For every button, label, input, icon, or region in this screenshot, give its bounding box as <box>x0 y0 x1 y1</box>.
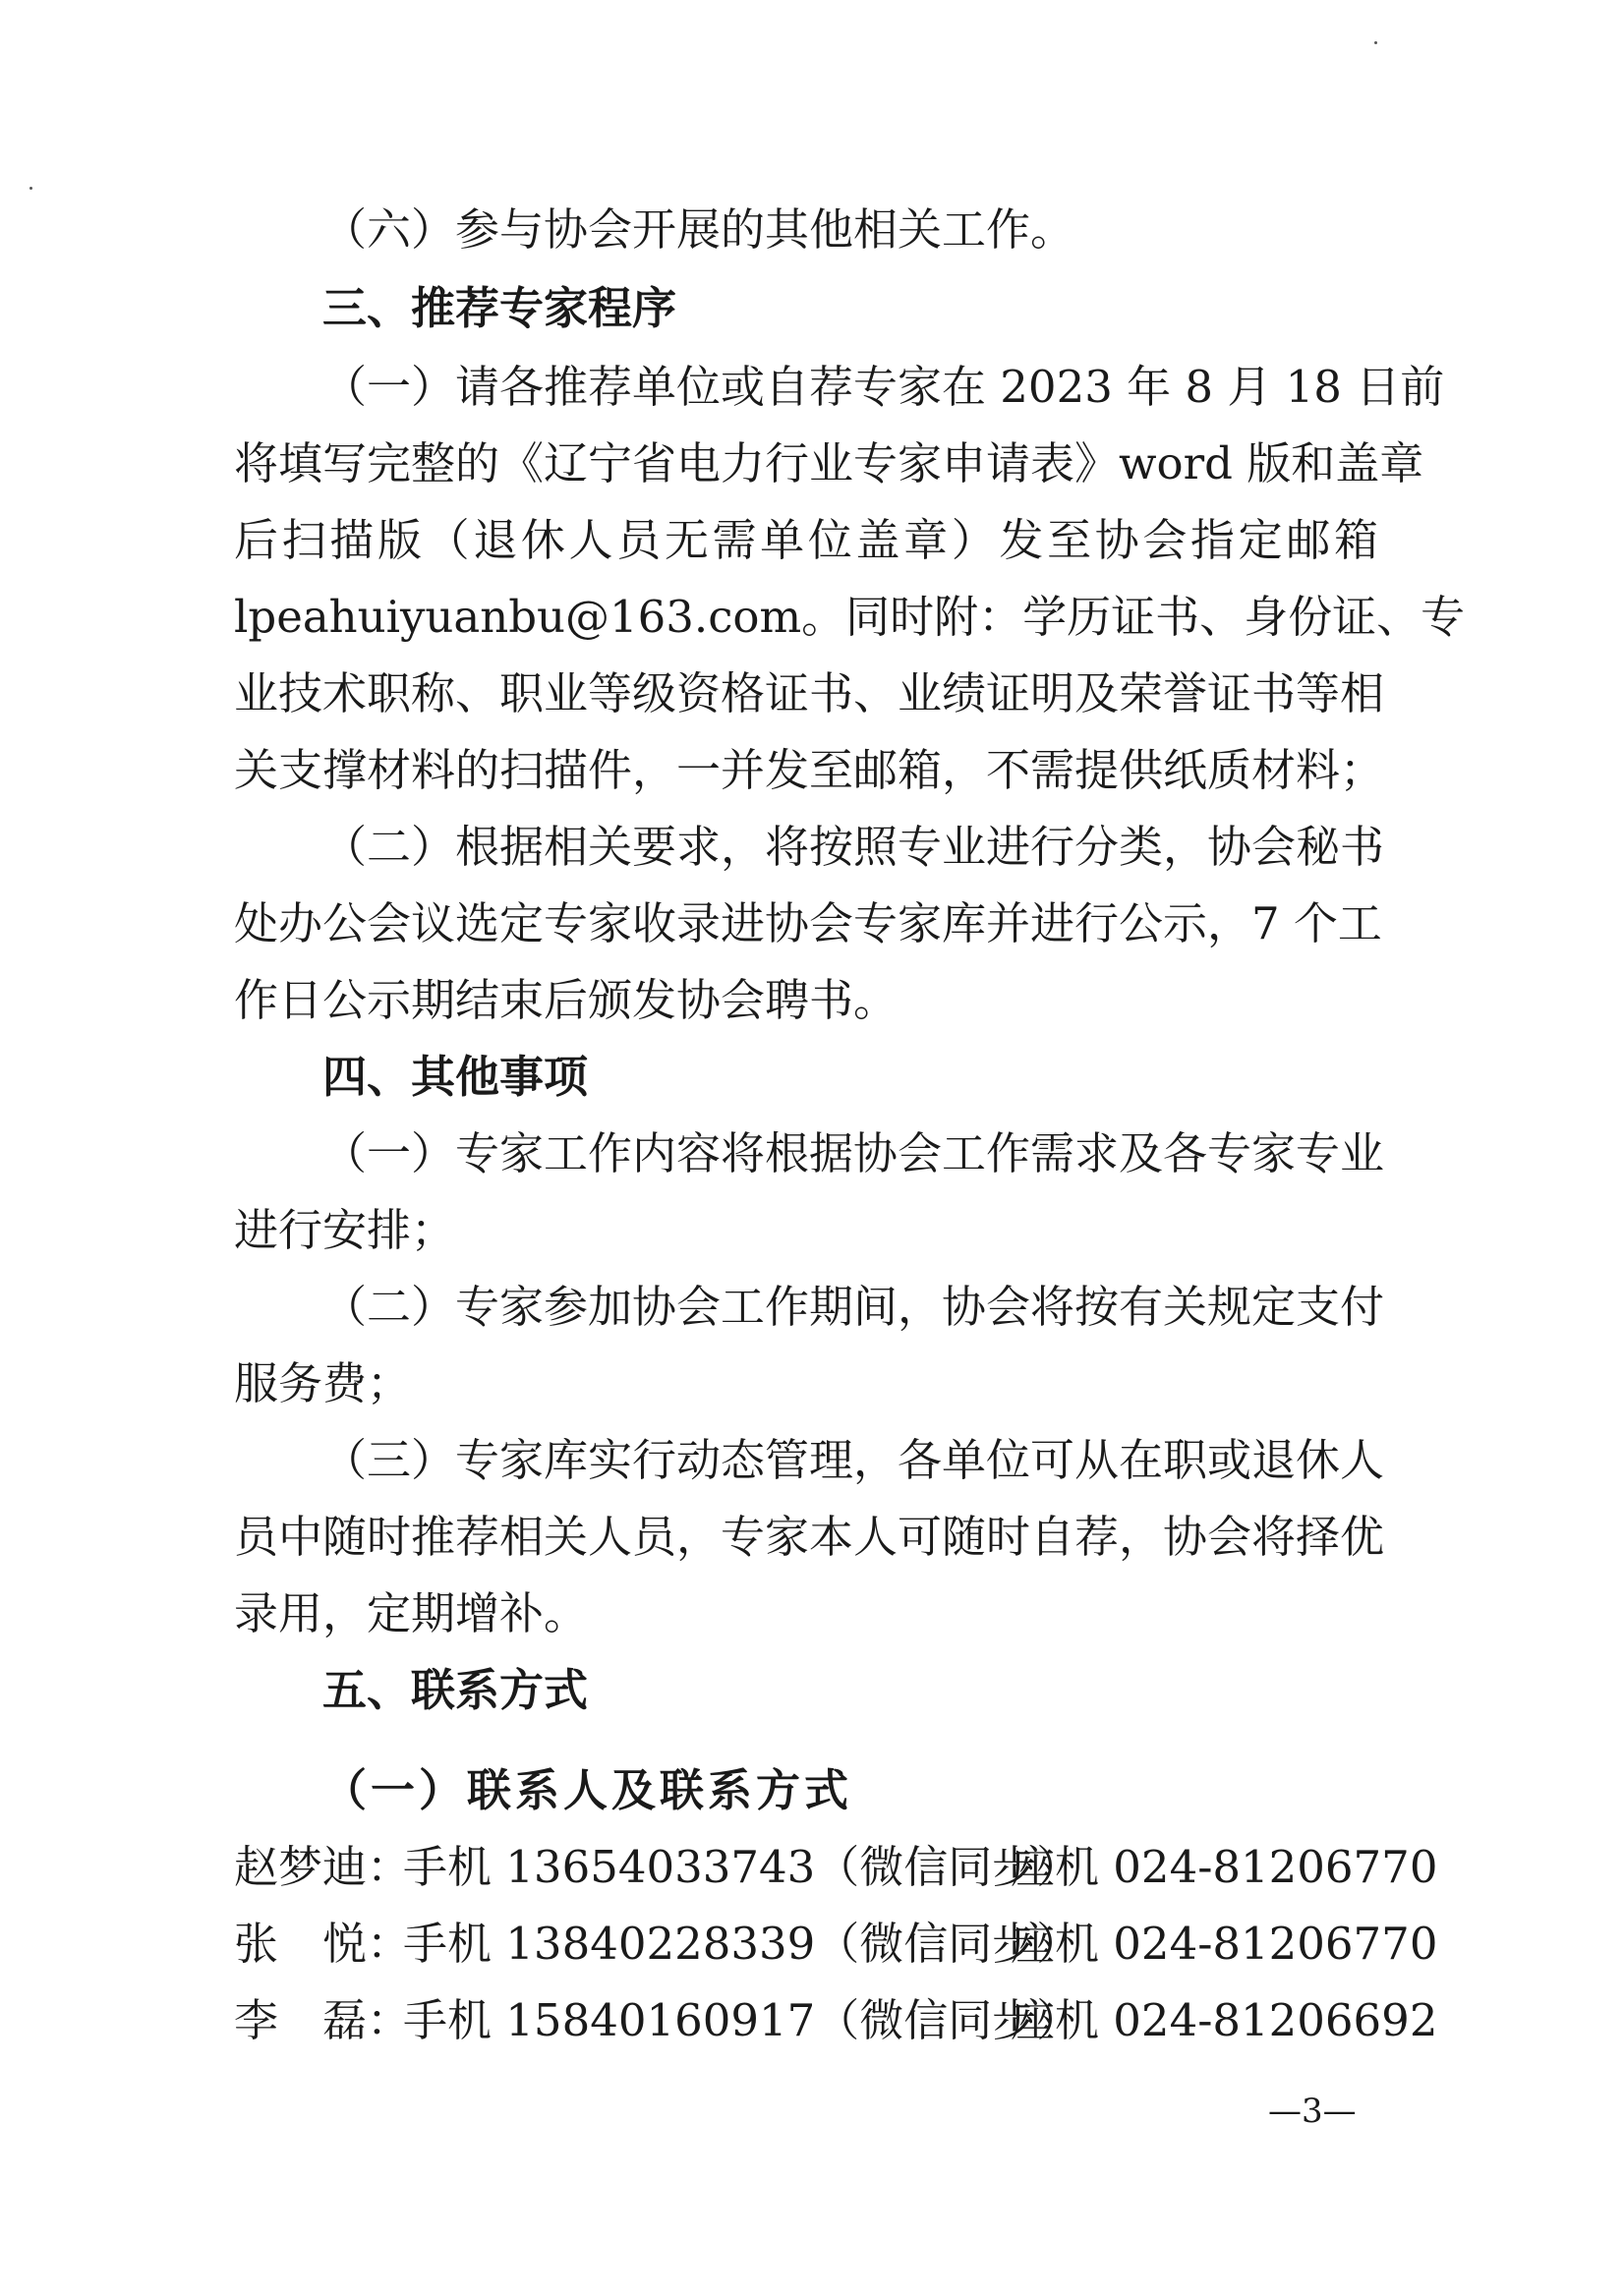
contact-landline: 座机 024-81206692 <box>1011 1994 1438 2046</box>
section-heading: 三、推荐专家程序 <box>322 282 677 334</box>
paragraph-line: （一）专家工作内容将根据协会工作需求及各专家专业 <box>322 1127 1385 1179</box>
paragraph-line: （一）请各推荐单位或自荐专家在 2023 年 8 月 18 日前 <box>322 361 1445 413</box>
paragraph-line: （二）专家参加协会工作期间，协会将按有关规定支付 <box>322 1281 1385 1333</box>
scan-speck <box>1374 41 1377 44</box>
section-heading: 五、联系方式 <box>322 1664 589 1716</box>
contact-mobile: 手机 13840228339（微信同步） <box>403 1918 1081 1970</box>
paragraph-line: 处办公会议选定专家收录进协会专家库并进行公示，7 个工 <box>234 897 1382 949</box>
paragraph-line: （二）根据相关要求，将按照专业进行分类，协会秘书 <box>322 821 1385 873</box>
contact-name: 张 悦： <box>234 1918 412 1970</box>
contact-mobile: 手机 15840160917（微信同步） <box>403 1994 1081 2046</box>
paragraph-line: lpeahuiyuanbu@163.com。同时附：学历证书、身份证、专 <box>234 591 1466 643</box>
contact-mobile: 手机 13654033743（微信同步） <box>403 1841 1081 1893</box>
page-number: —3— <box>1268 2092 1357 2131</box>
paragraph-line: （三）专家库实行动态管理，各单位可从在职或退休人 <box>322 1434 1385 1486</box>
contact-landline: 座机 024-81206770 <box>1011 1918 1438 1970</box>
contact-name: 李 磊： <box>234 1994 412 2046</box>
paragraph-line: 将填写完整的《辽宁省电力行业专家申请表》word 版和盖章 <box>234 437 1424 489</box>
paragraph-line: （六）参与协会开展的其他相关工作。 <box>322 203 1075 256</box>
contact-name: 赵梦迪： <box>234 1841 412 1893</box>
paragraph-line: 员中随时推荐相关人员，专家本人可随时自荐，协会将择优 <box>234 1511 1385 1563</box>
scan-speck <box>29 187 32 190</box>
paragraph-line: 录用，定期增补。 <box>234 1587 589 1639</box>
paragraph-line: 关支撑材料的扫描件，一并发至邮箱，不需提供纸质材料； <box>234 744 1385 796</box>
paragraph-line: 后扫描版（退休人员无需单位盖章）发至协会指定邮箱 <box>234 514 1378 566</box>
paragraph-line: 作日公示期结束后颁发协会聘书。 <box>234 974 899 1026</box>
subsection-heading: （一）联系人及联系方式 <box>322 1764 853 1816</box>
paragraph-line: 进行安排； <box>234 1204 456 1256</box>
paragraph-line: 服务费； <box>234 1357 412 1409</box>
contact-landline: 座机 024-81206770 <box>1011 1841 1438 1893</box>
section-heading: 四、其他事项 <box>322 1051 589 1103</box>
paragraph-line: 业技术职称、职业等级资格证书、业绩证明及荣誉证书等相 <box>234 667 1385 719</box>
